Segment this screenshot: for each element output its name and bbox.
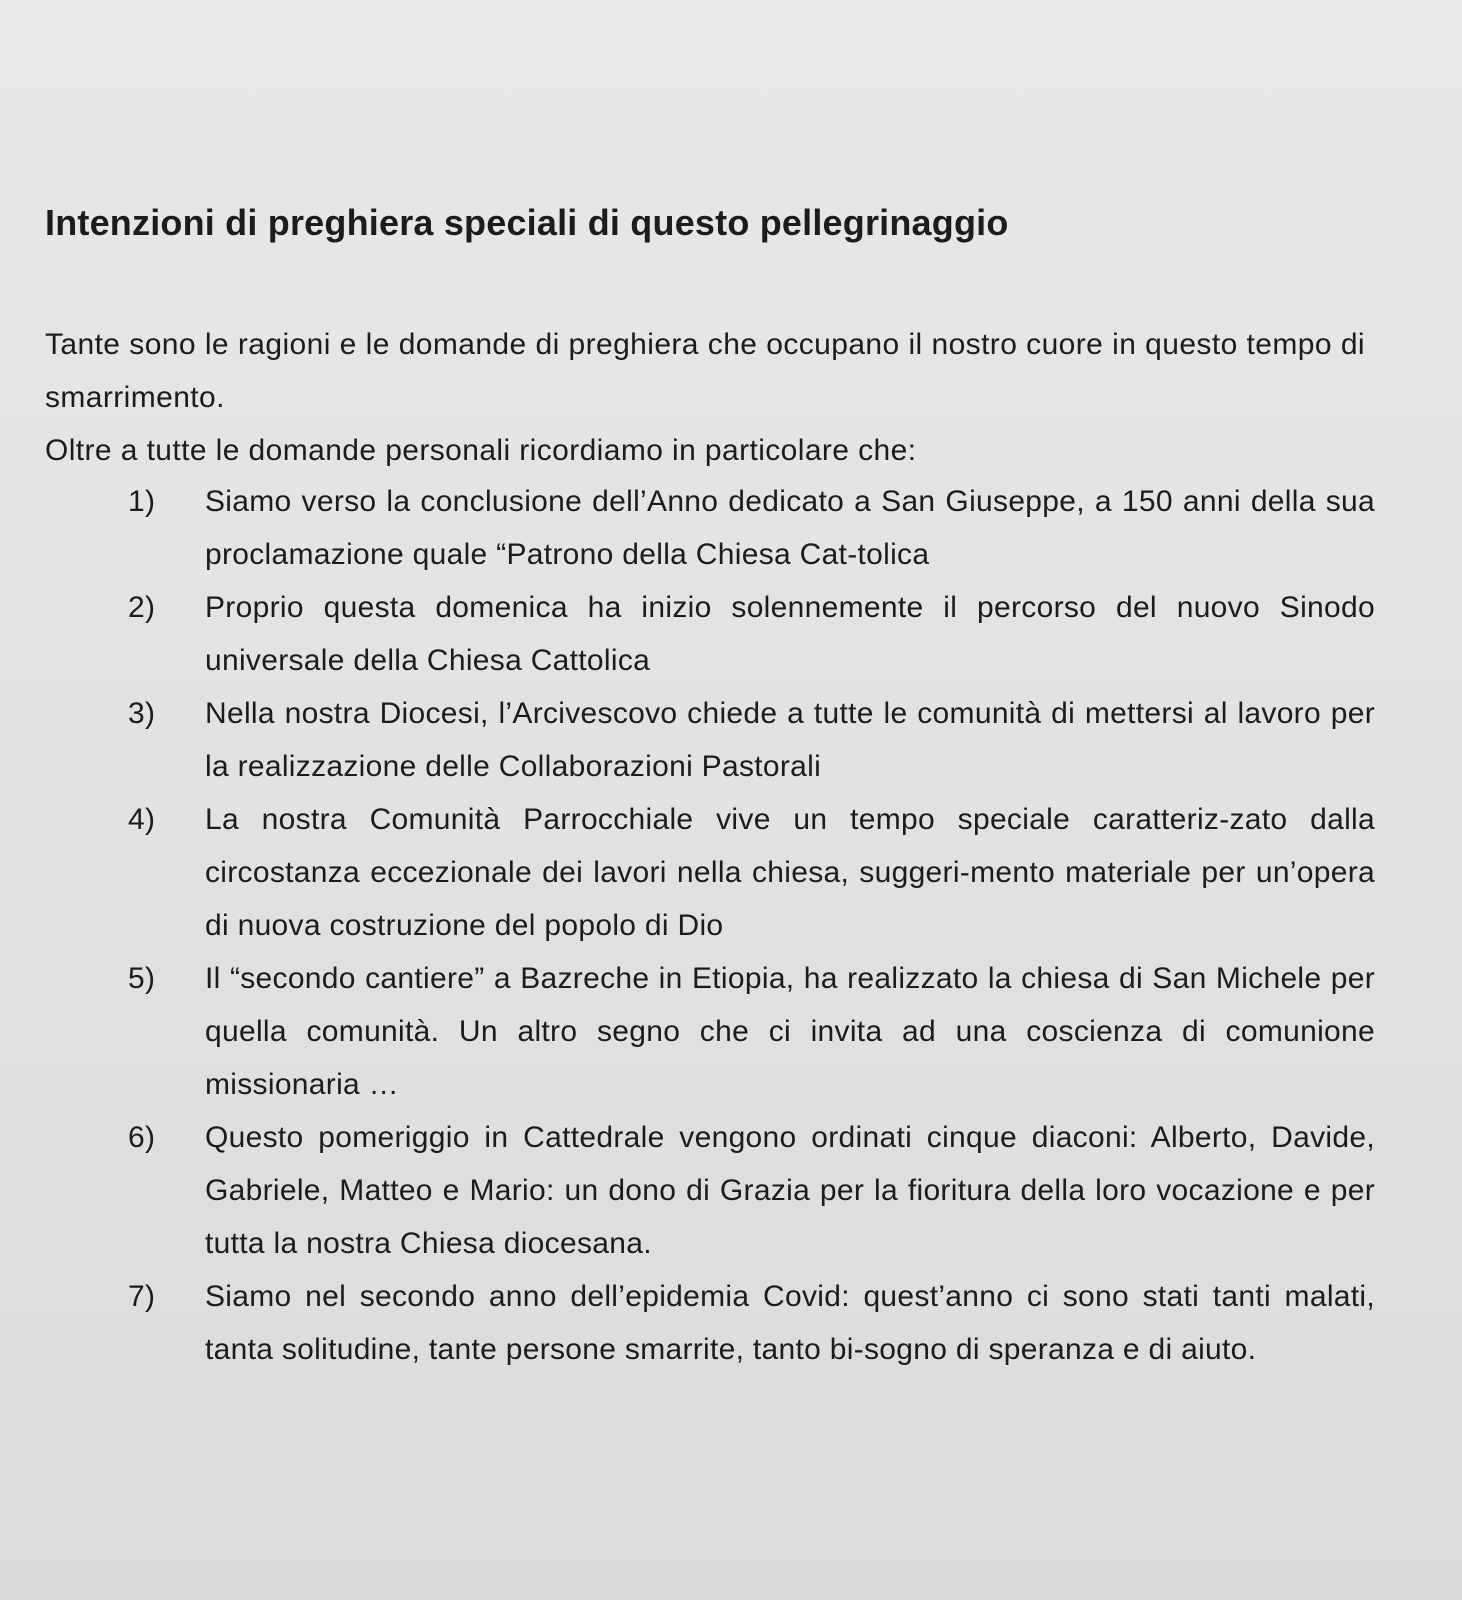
list-item-text: Il “secondo cantiere” a Bazreche in Etiopia, ha realizzato la chiesa di San Michele per quella comunità. Un altro segno che ci invita ad una coscienza di comunione missionaria … bbox=[205, 962, 1375, 1101]
list-item-number: 3) bbox=[128, 697, 156, 730]
list-item-text: Proprio questa domenica ha inizio solennemente il percorso del nuovo Sinodo universale della Chiesa Cattolica bbox=[205, 591, 1375, 677]
list-item-number: 6) bbox=[128, 1121, 156, 1154]
list-item bbox=[0, 475, 1375, 581]
list-item-number: 5) bbox=[128, 962, 156, 995]
list-item-number: 4) bbox=[128, 803, 156, 836]
document-title: Intenzioni di preghiera speciali di questo pellegrinaggio bbox=[45, 202, 1009, 243]
list-item-text: Nella nostra Diocesi, l’Arcivescovo chiede a tutte le comunità di mettersi al lavoro per la realizzazione delle Collaborazioni Pastorali bbox=[205, 697, 1375, 783]
list-item bbox=[0, 952, 1375, 1111]
list-item-number: 7) bbox=[128, 1280, 156, 1313]
list-item-text: Siamo verso la conclusione dell’Anno dedicato a San Giuseppe, a 150 anni della sua proclamazione quale “Patrono della Chiesa Cat-tolica bbox=[205, 485, 1375, 571]
list-item-text: Siamo nel secondo anno dell’epidemia Covid: quest’anno ci sono stati tanti malati, tanta solitudine, tante persone smarrite, tanto bi-sogno di speranza e di aiuto. bbox=[205, 1280, 1375, 1366]
list-item-number: 1) bbox=[128, 485, 156, 518]
list-item-number: 2) bbox=[128, 591, 156, 624]
list-item-text: Questo pomeriggio in Cattedrale vengono ordinati cinque diaconi: Alberto, Davide, Gabriele, Matteo e Mario: un dono di Grazia per la fioritura della loro vocazione e per tutta la nostra Chiesa diocesana. bbox=[205, 1121, 1375, 1260]
list-item bbox=[0, 687, 1375, 793]
list-item-text: La nostra Comunità Parrocchiale vive un tempo speciale caratteriz-zato dalla circostanza eccezionale dei lavori nella chiesa, suggeri-mento materiale per un’opera di nuova costruzione del popolo di Dio bbox=[205, 803, 1375, 942]
list-item bbox=[0, 1111, 1375, 1270]
list-item bbox=[0, 581, 1375, 687]
intro-lead-in: Oltre a tutte le domande personali ricordiamo in particolare che: bbox=[45, 434, 917, 467]
intentions-list bbox=[0, 475, 1375, 1376]
list-item bbox=[0, 1270, 1375, 1376]
list-item bbox=[0, 793, 1375, 952]
intro-section bbox=[45, 318, 1365, 477]
intro-paragraph: Tante sono le ragioni e le domande di preghiera che occupano il nostro cuore in questo tempo di smarrimento. bbox=[45, 328, 1365, 414]
